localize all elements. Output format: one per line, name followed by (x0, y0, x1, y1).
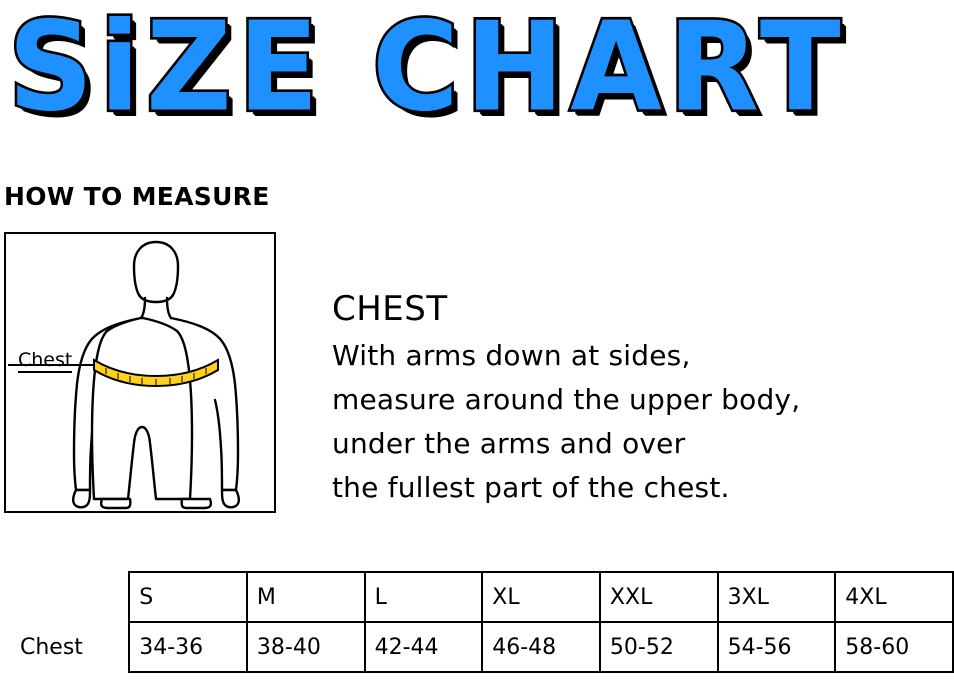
size-chart-table (4, 571, 954, 673)
cell-chest-xxl: 50-52 (600, 622, 718, 672)
column-header-s: S (129, 572, 247, 622)
cell-chest-s: 34-36 (129, 622, 247, 672)
cell-chest-3xl: 54-56 (718, 622, 836, 672)
cell-chest-4xl: 58-60 (835, 622, 953, 672)
table-header-row (4, 572, 953, 622)
description-block (332, 288, 944, 510)
cell-chest-m: 38-40 (247, 622, 365, 672)
description-text (332, 334, 944, 510)
description-line-3: under the arms and over (332, 427, 686, 460)
page-title: SiZE CHART (8, 0, 847, 140)
cell-chest-xl: 46-48 (482, 622, 600, 672)
page-title-banner (0, 0, 954, 144)
description-line-4: the fullest part of the chest. (332, 471, 730, 504)
column-header-xl: XL (482, 572, 600, 622)
description-line-2: measure around the upper body, (332, 383, 801, 416)
table-corner-cell (4, 572, 129, 622)
description-line-1: With arms down at sides, (332, 339, 691, 372)
column-header-4xl: 4XL (835, 572, 953, 622)
row-header-chest: Chest (20, 634, 83, 660)
chest-measure-label: Chest (18, 349, 73, 371)
cell-chest-l: 42-44 (365, 622, 483, 672)
table-row (4, 622, 953, 672)
column-header-xxl: XXL (600, 572, 718, 622)
description-heading: CHEST (332, 289, 448, 329)
column-header-m: M (247, 572, 365, 622)
column-header-l: L (365, 572, 483, 622)
how-to-measure-heading: HOW TO MEASURE (4, 182, 270, 211)
column-header-3xl: 3XL (718, 572, 836, 622)
